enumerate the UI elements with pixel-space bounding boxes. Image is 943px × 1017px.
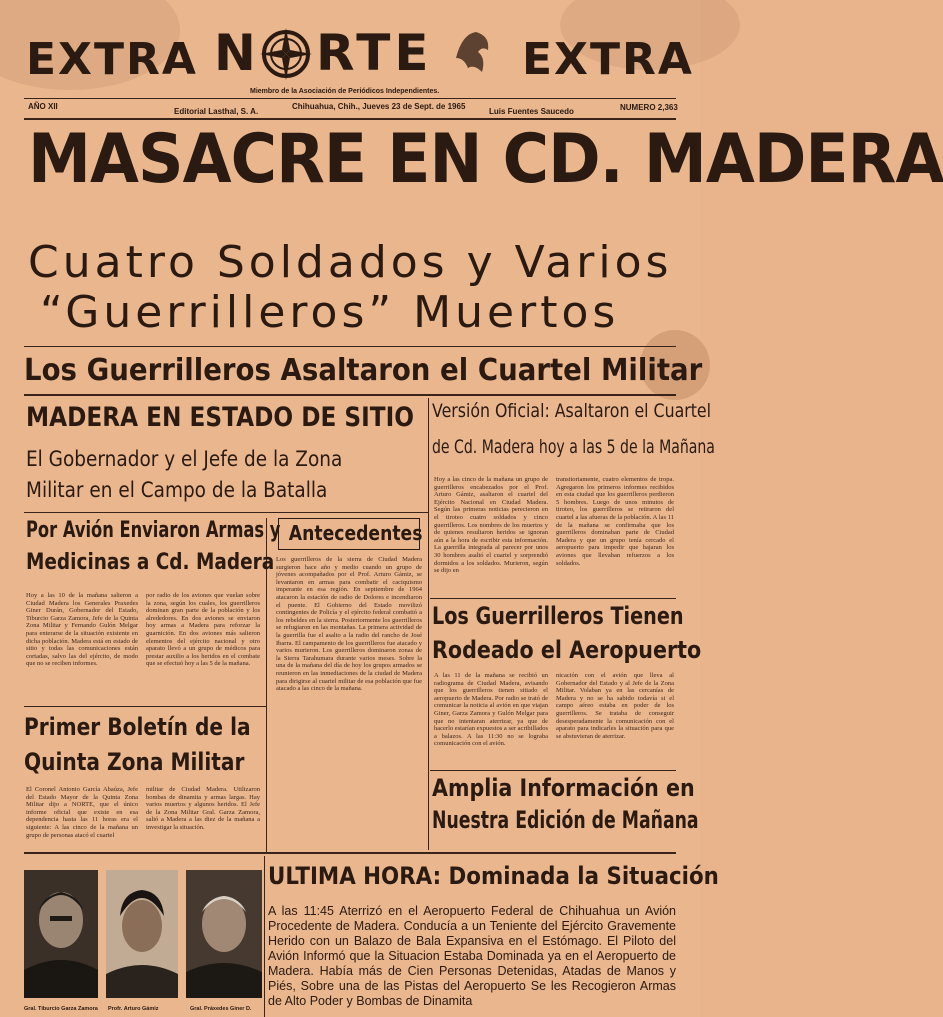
extra-label-right: EXTRA <box>522 34 694 85</box>
portrait-photo-gamiz <box>106 870 178 998</box>
date-line: Chihuahua, Chih., Jueves 23 de Sept. de 1965 <box>292 102 466 111</box>
portrait-photo-giner <box>186 870 262 998</box>
newspaper-logo <box>214 22 494 84</box>
antecedentes-title: Antecedentes <box>288 521 423 545</box>
aeropuerto-article-col2: nicación con el avión que lleva al Gobernador del Estado y al Jefe de la Zona Militar. Volaban ya en las cercanías de Madera y no se ha sabido todavía si el campo aéreo estaba en poder de los guerrilleros. Se trataba de conseguir desesperadamente la comunicación con el aparato para indicarles la situación para que se abstuvieran de aterrizar. <box>556 672 674 740</box>
association-line: Miembro de la Asociación de Periódicos Independientes. <box>250 88 440 95</box>
version-article-col1: Hoy a las cinco de la mañana un grupo de guerrilleros encabezados por el Prof. Arturo Gámiz, asaltaron el cuartel del Ejército Nacional en Ciudad Madera. Según las primeras noticias perecieron en el tiroteo cuatro soldados y cinco guerrilleros. Los nombres de los muertos y de quienes resultaron heridos se ignoran aún a la hora de escribir esta información. La guerrilla integrada al parecer por unos 30 hombres asaltó el cuartel y sorprendió dormidos a los soldados. Murieron, según se dijo en <box>434 476 548 575</box>
portrait-photo-garza-zamora <box>24 870 98 998</box>
avion-article-col1: Hoy a las 10 de la mañana salieron a Ciudad Madera los Generales Praxedes Giner Durán, Gobernador del Estado, Tiburcio Garza Zamora, Jefe de la Quinta Zona Militar y Fernando Gulón Melgar para enterarse de la situación existente en dicha población. Madera está en estado de sitio y todas las comunicaciones están cortadas, salvo las del ejército, de modo que no se reciben informes. <box>26 592 138 668</box>
divider <box>430 770 676 771</box>
version-article-col2: transitoriamente, cuatro elementos de tropa. Agregaron los primeros informes recibidos en esta ciudad que los guerrilleros perdieron 5 hombres. Luego de unos minutos de tiroteo, los guerrilleros se retiraron del cuartel a las afueras de la población. A las 11 de la mañana se confirmaba que los guerrilleros dominaban parte de Ciudad Madera y que un grupo tenía cercado el aeropuerto para impedir que bajaran los aviones que llevaban refuerzos a los soldados. <box>556 476 674 567</box>
boletin-article-col1: El Coronel Antonio García Abaúza, Jefe del Estado Mayor de la Quinta Zona Militar dijo a NORTE, que el único informe oficial que existe en esa dependencia hasta las 11 horas era el siguiente: A las cinco de la mañana un grupo de personas atacó el cuartel <box>26 786 138 839</box>
main-headline: MASACRE EN CD. MADERA <box>28 120 943 199</box>
subheadline-line2: “Guerrilleros” Muertos <box>40 287 620 338</box>
gobernador-line2: Militar en el Campo de la Batalla <box>26 478 328 502</box>
publisher-label: Editorial Lasthal, S. A. <box>174 107 259 116</box>
photo-caption-3: Gral. Práxedes Giner D. <box>190 1006 252 1012</box>
avion-article-col2: por radio de los aviones que vuelan sobre la zona, según los cuales, los guerrilleros dominan gran parte de la población y los alrededores. En dos aviones se enviaron hoy armas a Madera para reforzar la guarnición. En dos aviones más salieron elementos del ejército nacional y otro aparato llevó a un grupo de médicos para prestar auxilio a los heridos en el combate que se efectuó hoy a las 5 de la mañana. <box>146 592 260 668</box>
ultima-hora-headline: ULTIMA HORA: Dominada la Situación <box>268 862 719 890</box>
divider <box>24 512 428 513</box>
boletin-headline-line2: Quinta Zona Militar <box>24 748 245 776</box>
subheadline-line1: Cuatro Soldados y Varios <box>28 237 673 288</box>
version-oficial-line1: Versión Oficial: Asaltaron el Cuartel <box>432 400 711 422</box>
aeropuerto-article-col1: A las 11 de la mañana se recibió un radiograma de Ciudad Madera, avisando que los guerrilleros tienen sitiado el aeropuerto de Madera. Por radio se trató de comunicar la noticia al avión en que viajan Giner, Garza Zamora y Gulón Melgar para que no intentaran aterrizar, ya que de hacerlo estarían expuestos a ser acribillados a balazos. A las 11:30 no se lograba comunicación con el avión. <box>434 672 548 748</box>
aeropuerto-headline-line2: Rodeado el Aeropuerto <box>432 636 702 664</box>
logo-letter-n: N <box>214 24 260 82</box>
antecedentes-box <box>278 518 423 550</box>
divider <box>24 394 676 396</box>
boletin-article-col2: militar de Ciudad Madera. Utilizaron bombas de dinamita y armas largas. Hay varios muertos y algunos heridos. El Jefe de la Zona Militar Gral. Garza Zamora, salió a Madera a las diez de la mañana a investigar la situación. <box>146 786 260 831</box>
banner-headline: Los Guerrilleros Asaltaron el Cuartel Militar <box>24 353 703 388</box>
avion-headline-line1: Por Avión Enviaron Armas y <box>26 518 281 543</box>
amplia-informacion-line1: Amplia Información en <box>432 774 695 802</box>
year-label: AÑO XII <box>28 102 58 111</box>
divider <box>24 706 266 707</box>
eagle-emblem-icon <box>452 28 494 76</box>
issue-number: NUMERO 2,363 <box>620 103 678 112</box>
avion-headline-line2: Medicinas a Cd. Madera <box>26 550 275 575</box>
aeropuerto-headline-line1: Los Guerrilleros Tienen <box>432 602 684 630</box>
divider <box>430 598 676 599</box>
version-oficial-line2: de Cd. Madera hoy a las 5 de la Mañana <box>432 436 715 458</box>
ultima-hora-article: A las 11:45 Aterrizó en el Aeropuerto Federal de Chihuahua un Avión Procedente de Madera. Conducía a un Teniente del Ejército Gravemente Herido con un Balazo de Bala Expansiva en el Estómago. El Piloto del Avión Informó que la Situacion Estaba Dominada ya en el Aeropuerto de Madera. Había más de Cien Personas Detenidas, Atadas de Manos y Piés, Sobre una de las Pistas del Aeropuerto Se les Recogieron Armas de Alto Poder y Bombas de Dinamita <box>268 904 676 1008</box>
divider <box>24 346 676 347</box>
boletin-headline-line1: Primer Boletín de la <box>24 713 251 741</box>
estado-sitio-headline: MADERA EN ESTADO DE SITIO <box>26 402 415 433</box>
logo-letters-rte: RTE <box>316 24 433 82</box>
gobernador-line1: El Gobernador y el Jefe de la Zona <box>26 447 343 471</box>
antecedentes-article: Los guerrilleros de la sierra de Ciudad Madera surgieron hace año y medio cuando un grupo de jóvenes acompañados por el Prof. Arturo Gámiz, se levantaron en armas para combatir el caciquismo imperante en esa región. En septiembre de 1964 atacaron la estación de radio de Dolores e incendiaron el puente. El Gobierno del Estado movilizó contingentes de Policía y el ejército federal combatió a los rebeldes en la sierra. Posteriormente los guerrilleros se refugiaron en las montañas. La primera actividad de la guerrilla fue el asalto a la radio del rancho de José Ibarra. El campamento de los guerrilleros fue atacado y varios murieron. Los guerrilleros dominaron zonas de la Sierra Tarahumara durante varios meses. Sobre la una de la mañana del día de hoy los grupos armados se reunieron en las inmediaciones de la ciudad de Madera para dirigirse al cuartel militar de esa población que fue atacado a las cinco de la mañana. <box>276 556 422 693</box>
amplia-informacion-line2: Nuestra Edición de Mañana <box>432 806 699 834</box>
column-divider <box>264 856 265 1017</box>
column-divider <box>428 398 429 850</box>
director-label: Luis Fuentes Saucedo <box>489 107 574 116</box>
photo-caption-2: Profr. Arturo Gámiz <box>108 1006 159 1012</box>
extra-label-left: EXTRA <box>26 34 198 85</box>
divider <box>24 98 676 99</box>
compass-rose-icon <box>258 26 314 82</box>
divider <box>24 852 676 854</box>
photo-caption-1: Gral. Tiburcio Garza Zamora <box>24 1006 98 1012</box>
